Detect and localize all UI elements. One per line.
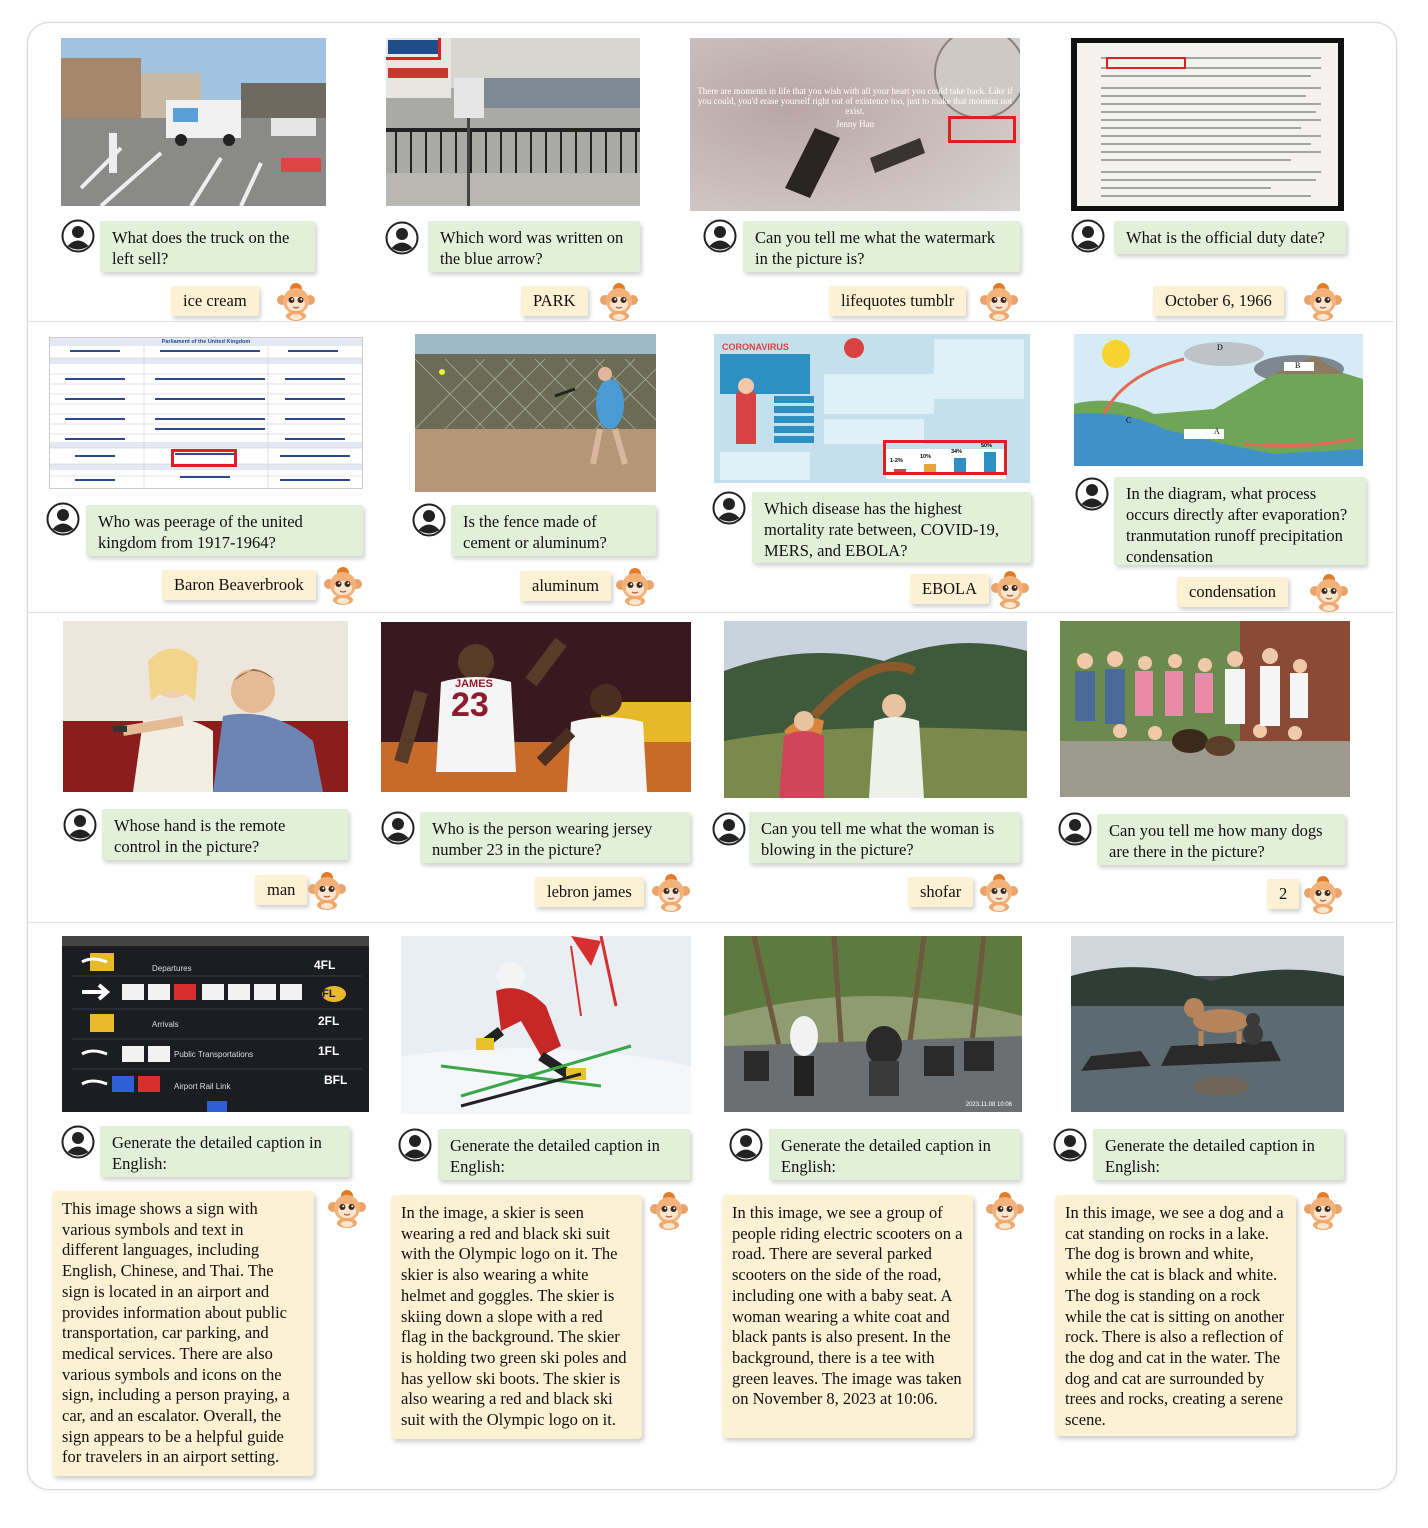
monkey-mascot-icon	[984, 1189, 1026, 1231]
question-bubble: Generate the detailed caption in English:	[769, 1129, 1020, 1180]
answer-bubble: October 6, 1966	[1153, 286, 1284, 316]
user-avatar-icon	[712, 812, 746, 846]
user-avatar-icon	[61, 1125, 95, 1159]
monkey-mascot-icon	[275, 280, 317, 322]
highlight-box	[386, 38, 441, 60]
bar-label: 34%	[951, 449, 963, 455]
answer-bubble: condensation	[1177, 577, 1288, 607]
caption-bubble: In this image, we see a group of people riding electric scooters on a road. There are several parked scooters on the side of the road, including one with a baby seat. A woman wearing a white coat and black pants is also present. In the background, there is a tee with green leaves. The image was taken on November 8, 2023 at 10:06.	[722, 1195, 973, 1438]
bar-label: 50%	[981, 443, 993, 449]
monkey-mascot-icon	[978, 871, 1020, 913]
monkey-mascot-icon	[978, 280, 1020, 322]
monkey-mascot-icon	[1302, 1189, 1344, 1231]
image-group-dogs	[1060, 621, 1350, 797]
answer-bubble: lebron james	[535, 877, 644, 907]
monkey-mascot-icon	[1302, 280, 1344, 322]
diagram-label: D	[1217, 343, 1223, 352]
jersey-number: 23	[451, 686, 489, 724]
image-water-cycle	[1074, 334, 1363, 466]
user-avatar-icon	[712, 491, 746, 525]
floor-label: 4FL	[314, 958, 336, 972]
highlight-box	[948, 116, 1016, 143]
user-avatar-icon	[46, 502, 80, 536]
sign-arrivals: Arrivals	[152, 1020, 179, 1029]
image-infographic	[714, 334, 1030, 483]
table-title: Parliament of the United Kingdom	[161, 339, 251, 345]
answer-bubble: PARK	[521, 286, 588, 316]
monkey-mascot-icon	[306, 869, 348, 911]
answer-bubble: aluminum	[520, 571, 611, 601]
user-avatar-icon	[63, 808, 97, 842]
image-couple	[63, 621, 348, 792]
user-avatar-icon	[412, 503, 446, 537]
question-bubble: What is the official duty date?	[1114, 221, 1346, 254]
image-baseball	[415, 334, 656, 492]
sign-public: Public Transportations	[174, 1050, 254, 1059]
floor-label: 3FL	[316, 988, 336, 1000]
question-bubble: In the diagram, what process occurs directly after evaporation? tranmutation runoff precipitation condensation	[1114, 477, 1366, 565]
question-bubble: Who is the person wearing jersey number 23 in the picture?	[420, 812, 690, 863]
user-avatar-icon	[61, 219, 95, 253]
user-avatar-icon	[729, 1128, 763, 1162]
infographic-title: CORONAVIRUS	[722, 342, 789, 352]
question-bubble: Can you tell me what the woman is blowing in the picture?	[749, 812, 1020, 863]
question-bubble: Generate the detailed caption in English:	[100, 1126, 350, 1177]
diagram-label: A	[1214, 427, 1220, 436]
diagram-label: C	[1126, 416, 1132, 425]
question-bubble: Can you tell me how many dogs are there in the picture?	[1097, 814, 1345, 865]
caption-bubble: In this image, we see a dog and a cat standing on rocks in a lake. The dog is brown and white, while the cat is black and white. The dog is standing on a rock while the cat is sitting on another rock. There is also a reflection of the dog and cat in the water. The dog and cat are surrounded by trees and rocks, creating a serene scene.	[1055, 1195, 1296, 1436]
monkey-mascot-icon	[326, 1187, 368, 1229]
monkey-mascot-icon	[648, 1189, 690, 1231]
question-bubble: Can you tell me what the watermark in the picture is?	[743, 221, 1020, 272]
sign-departures: Departures	[152, 964, 192, 973]
floor-label: BFL	[324, 1073, 348, 1087]
user-avatar-icon	[385, 221, 419, 255]
answer-bubble: ice cream	[171, 286, 259, 316]
monkey-mascot-icon	[989, 568, 1031, 610]
image-document	[1071, 38, 1344, 211]
monkey-mascot-icon	[598, 280, 640, 322]
monkey-mascot-icon	[1302, 873, 1344, 915]
user-avatar-icon	[703, 219, 737, 253]
bar-label: 10%	[920, 454, 932, 460]
image-basketball	[381, 622, 691, 792]
question-bubble: Which disease has the highest mortality rate between, COVID-19, MERS, and EBOLA?	[752, 492, 1031, 563]
image-dog-cat	[1071, 936, 1344, 1112]
question-bubble: What does the truck on the left sell?	[100, 221, 315, 272]
answer-bubble: lifequotes tumblr	[829, 286, 966, 316]
sign-rail: Airport Rail Link	[174, 1082, 231, 1091]
bar-label: 1-2%	[890, 458, 903, 464]
answer-bubble: EBOLA	[910, 574, 989, 604]
row-separator	[28, 612, 1394, 613]
highlight-box	[1106, 57, 1186, 69]
answer-bubble: shofar	[908, 877, 973, 907]
photo-timestamp: 2023.11.08 10:06	[965, 1102, 1012, 1108]
jersey-name: JAMES	[455, 678, 493, 690]
question-bubble: Is the fence made of cement or aluminum?	[451, 505, 656, 556]
diagram-label: B	[1295, 361, 1301, 370]
image-parking-lot	[386, 38, 640, 206]
row-separator	[28, 321, 1394, 322]
user-avatar-icon	[1053, 1128, 1087, 1162]
caption-bubble: In the image, a skier is seen wearing a red and black ski suit with the Olympic logo on it. The skier is also wearing a white helmet and goggles. The skier is skiing down a slope with a red flag in the background. The skier is holding two green ski poles and has yellow ski boots. The skier is also wearing a red and black ski suit with the Olympic logo on it.	[391, 1195, 642, 1439]
highlight-box	[171, 449, 237, 467]
user-avatar-icon	[381, 811, 415, 845]
image-shofar	[724, 621, 1027, 798]
monkey-mascot-icon	[650, 871, 692, 913]
row-separator	[28, 922, 1394, 923]
answer-bubble: 2	[1267, 879, 1299, 909]
answer-bubble: man	[255, 875, 307, 905]
caption-bubble: This image shows a sign with various symbols and text in different languages, including English, Chinese, and Thai. The sign is located in an airport and provides information about public transportation, car parking, and medical services. There are also various symbols and icons on the sign, including a person praying, a car, and an escalator. Overall, the sign appears to be a helpful guide for travelers in an airport setting.	[52, 1191, 314, 1476]
question-bubble: Which word was written on the blue arrow?	[428, 221, 640, 272]
user-avatar-icon	[398, 1128, 432, 1162]
image-film-quote	[690, 38, 1020, 211]
user-avatar-icon	[1058, 812, 1092, 846]
question-bubble: Who was peerage of the united kingdom from 1917-1964?	[86, 505, 363, 556]
floor-label: 2FL	[318, 1014, 340, 1028]
quote-text: There are moments in life that you wish with all your heart you could take back. Like if you could, you'd erase yourself right out of existence too, just to make that moment not exist.	[697, 86, 1013, 116]
question-bubble: Generate the detailed caption in English:	[1093, 1129, 1344, 1180]
quote-author: Jenny Han	[835, 119, 875, 129]
user-avatar-icon	[1075, 477, 1109, 511]
image-scooters	[724, 936, 1022, 1112]
user-avatar-icon	[1071, 219, 1105, 253]
answer-bubble: Baron Beaverbrook	[162, 570, 316, 600]
monkey-mascot-icon	[614, 565, 656, 607]
monkey-mascot-icon	[322, 564, 364, 606]
monkey-mascot-icon	[1308, 571, 1350, 613]
image-skier	[401, 936, 691, 1114]
question-bubble: Whose hand is the remote control in the picture?	[102, 809, 348, 860]
image-airport-sign	[62, 936, 369, 1112]
image-wiki-table	[49, 337, 363, 489]
image-street-truck	[61, 38, 326, 206]
floor-label: 1FL	[318, 1044, 340, 1058]
question-bubble: Generate the detailed caption in English:	[438, 1129, 690, 1180]
highlight-box	[883, 440, 1007, 475]
